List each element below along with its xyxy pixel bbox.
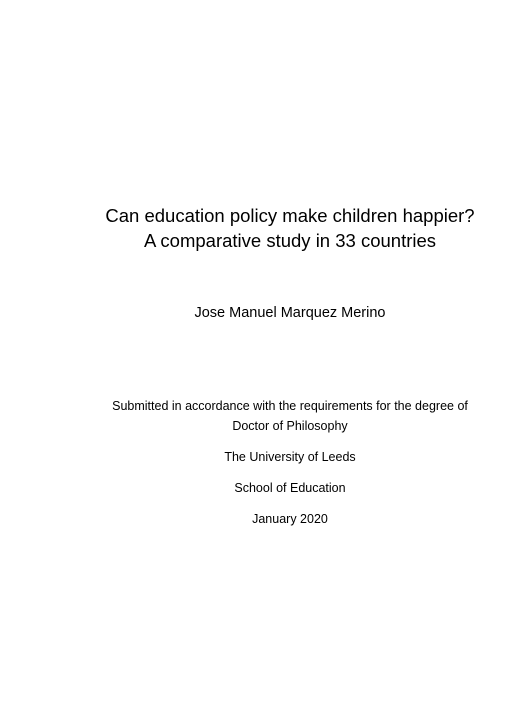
degree-statement: [50, 396, 530, 436]
degree-name: Doctor of Philosophy: [232, 419, 348, 433]
university-name: The University of Leeds: [224, 450, 356, 464]
degree-statement-line-1: Submitted in accordance with the requirements for the degree of: [112, 399, 468, 413]
thesis-title-line-1: Can education policy make children happier?: [105, 205, 475, 226]
thesis-title: [50, 203, 530, 253]
thesis-title-line-2: A comparative study in 33 countries: [143, 230, 437, 251]
submission-date: January 2020: [252, 512, 328, 526]
author-name: Jose Manuel Marquez Merino: [194, 305, 386, 321]
school-name: School of Education: [234, 481, 346, 495]
